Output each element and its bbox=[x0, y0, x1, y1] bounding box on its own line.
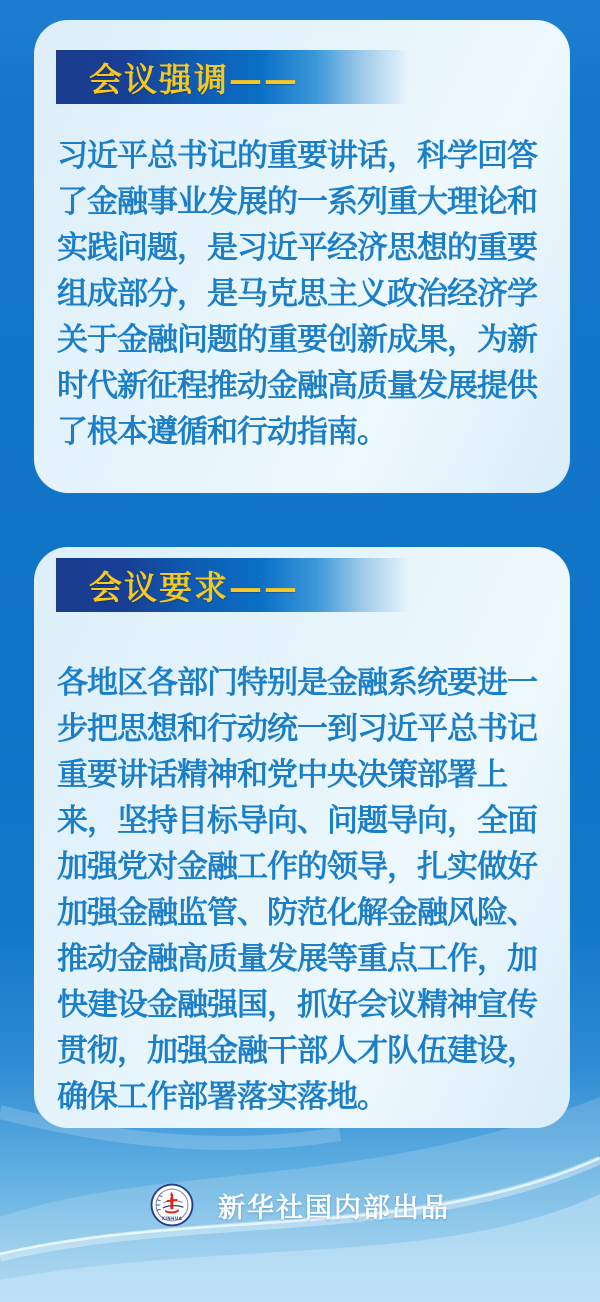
text-line: 各地区各部门特别是金融系统要进一 bbox=[57, 665, 537, 701]
text-line: 加强党对金融工作的领导，扎实做好 bbox=[57, 849, 537, 885]
text-line: 确保工作部署落实落地。 bbox=[57, 1079, 387, 1115]
text-line: 时代新征程推动金融高质量发展提供 bbox=[57, 368, 537, 404]
meeting-requirements-card bbox=[34, 547, 570, 1128]
xinhua-logo-ring-text: XINHUA bbox=[161, 1215, 183, 1221]
card-header-badge bbox=[56, 558, 428, 612]
text-line: 习近平总书记的重要讲话，科学回答 bbox=[57, 138, 537, 174]
text-line: 重要讲话精神和党中央决策部署上 bbox=[57, 757, 507, 793]
xinhua-logo bbox=[150, 1183, 194, 1227]
text-line: 了金融事业发展的一系列重大理论和 bbox=[57, 184, 537, 220]
text-line: 快建设金融强国，抓好会议精神宣传 bbox=[57, 987, 537, 1023]
producer-text: 新华社国内部出品 bbox=[218, 1192, 450, 1224]
text-line: 贯彻，加强金融干部人才队伍建设， bbox=[57, 1033, 537, 1069]
card-body-text bbox=[57, 660, 558, 1120]
text-line: 实践问题，是习近平经济思想的重要 bbox=[57, 230, 537, 266]
card-body-text bbox=[57, 133, 558, 455]
footer bbox=[0, 1178, 600, 1232]
text-line: 步把思想和行动统一到习近平总书记 bbox=[57, 711, 537, 747]
text-line: 来，坚持目标导向、问题导向，全面 bbox=[57, 803, 537, 839]
meeting-emphasis-card bbox=[34, 20, 570, 493]
badge-label: 会议强调—— bbox=[89, 59, 299, 99]
text-line: 了根本遵循和行动指南。 bbox=[57, 414, 387, 450]
text-line: 推动金融高质量发展等重点工作，加 bbox=[57, 941, 537, 977]
text-line: 关于金融问题的重要创新成果，为新 bbox=[57, 322, 537, 358]
text-line: 组成部分，是马克思主义政治经济学 bbox=[57, 276, 537, 312]
card-header-badge bbox=[56, 50, 428, 104]
badge-label: 会议要求—— bbox=[89, 567, 299, 607]
text-line: 加强金融监管、防范化解金融风险、 bbox=[57, 895, 537, 931]
